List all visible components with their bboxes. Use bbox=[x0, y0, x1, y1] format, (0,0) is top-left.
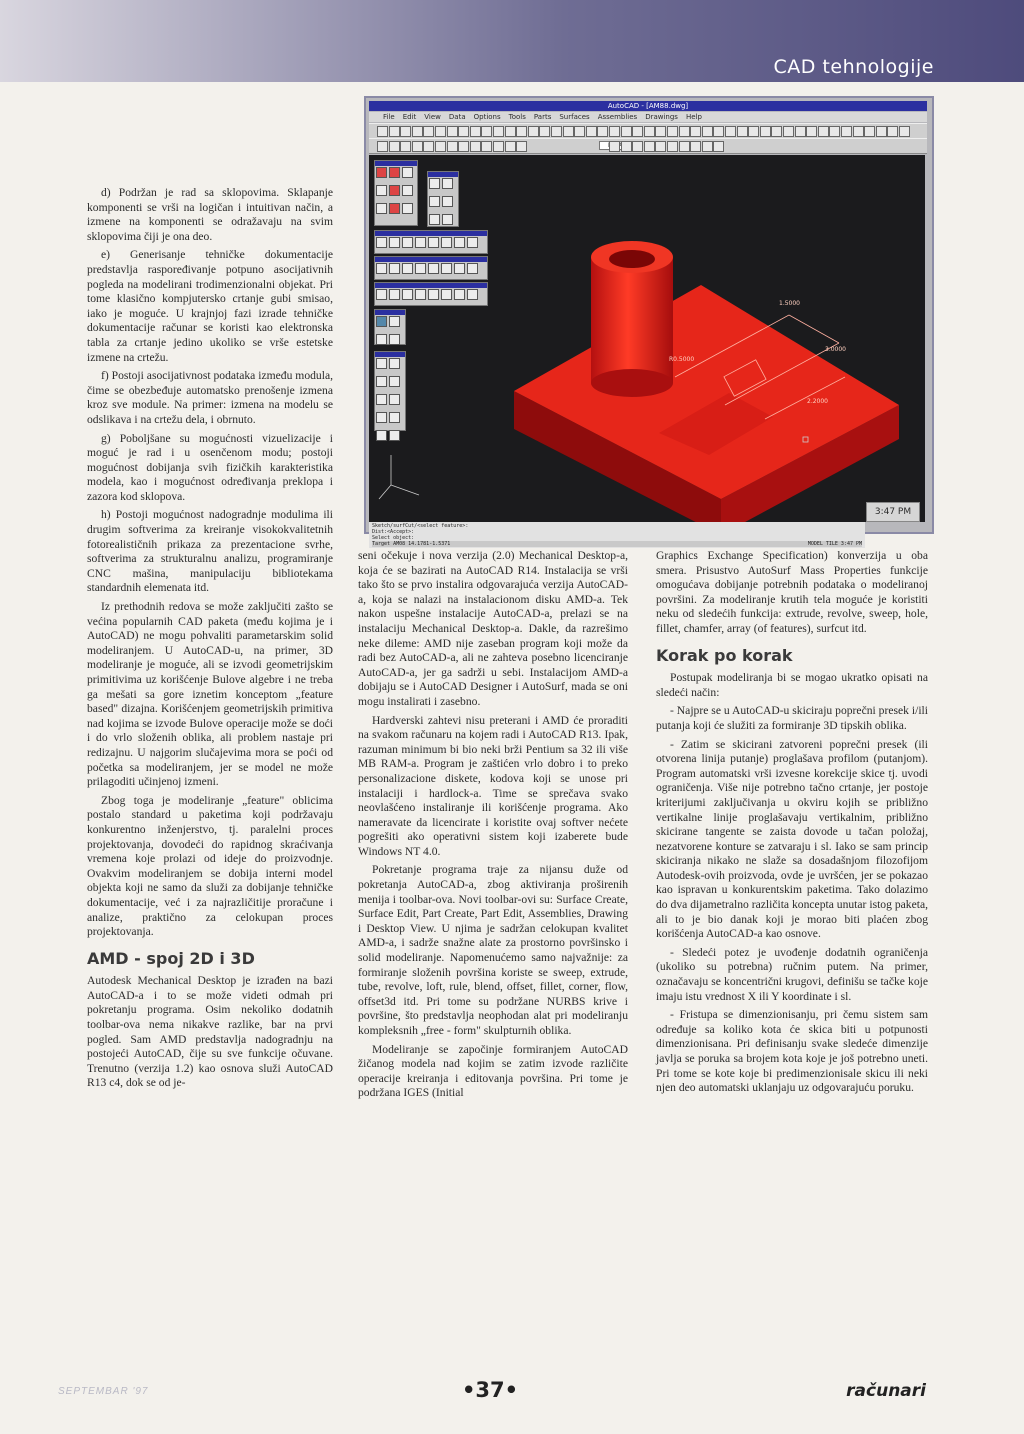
palette-button[interactable] bbox=[429, 196, 440, 207]
palette-button[interactable] bbox=[376, 203, 387, 214]
drawing-viewport[interactable] bbox=[369, 155, 925, 522]
toolbar-button[interactable] bbox=[470, 126, 481, 137]
palette-button[interactable] bbox=[376, 185, 387, 196]
toolbar-button[interactable] bbox=[458, 141, 469, 152]
palette-button[interactable] bbox=[376, 412, 387, 423]
dim-label: 2.2000 bbox=[807, 398, 828, 405]
toolbar-button[interactable] bbox=[899, 126, 910, 137]
toolbar-button[interactable] bbox=[644, 141, 655, 152]
paragraph: h) Postoji mogućnost nadogradnje modulima ili drugim softverima za kreiranje visokokvalitetnih fotorealističnih prikaza za prezentacione svrhe, softverima za strukturalnu analizu, programiranje CNC mašina, manipulaciju bibliotekama standardnih elemenata itd. bbox=[87, 508, 333, 595]
toolbar-button[interactable] bbox=[493, 141, 504, 152]
toolbar-button[interactable] bbox=[563, 126, 574, 137]
toolbar-button[interactable] bbox=[702, 141, 713, 152]
paragraph: f) Postoji asocijativnost podataka između modula, čime se obezbeđuje automatsko prenošenje izmena kroz sve module. Na primer: izmena na modelu se odslikava i na crtežu dela, i obrnuto. bbox=[87, 369, 333, 426]
palette-button[interactable] bbox=[441, 237, 452, 248]
toolbar-button[interactable] bbox=[435, 141, 446, 152]
paragraph: Modeliranje se započinje formiranjem AutoCAD žičanog modela nad kojim se zatim izvode različite operacije kreiranja i editovanja površina. Pri tome je podržana IGES (Initial bbox=[358, 1042, 628, 1100]
paragraph: Pokretanje programa traje za nijansu duže od pokretanja AutoCAD-a, zbog aktiviranja proširenih menija i toolbar-ova. Novi toolbar-ovi su: Surface Create, Surface Edit, Part Create, Part Edit, Assemblies, Drawing i Desktop View. U njima je sadržan celokupan kvalitet AMD-a, i sadrže snažne alate za prostorno površinsko i solid modeliranje. Napomenućemo samo najvažnije: za formiranje složenih površina koriste se sweep, extrude, tube, revolve, loft, rule, blend, offset, fillet, corner, flow, offset3d itd. Pri tome su podržane NURBS krive i površine, što predstavlja neophodan alat pri modeliranju kompleksnih „free - form" skulpturnih oblika. bbox=[358, 863, 628, 1037]
paragraph: seni očekuje i nova verzija (2.0) Mechanical Desktop-a, koja će se bazirati na AutoCAD R14. Instalacija se vrši tako što se prvo instalira odgovarajuća verzija AutoCAD-a, koja se nalazi na instalacionom disku AMD-a. Tek nakon uspešne instalacije AutoCAD-a, prelazi se na instalaciju Mechanical Desktop-a. Dakle, da razrešimo neke dileme: AMD nije zaseban program koji može da radi bez AutoCAD-a, ali ne zahteva posebno licenciranje AutoCAD-a, jer ga sadrži u sebi. Instalacijom AMD-a dobijaju se i AutoCAD Designer i AutoSurf, mada se oni mogu instalirati i zasebno. bbox=[358, 549, 628, 708]
part-create-palette bbox=[374, 282, 488, 306]
article-column-2 bbox=[358, 549, 628, 1105]
toolbar-button[interactable] bbox=[505, 141, 516, 152]
paragraph: - Najpre se u AutoCAD-u skiciraju poprečni presek i/ili putanja koji će služiti za formiranje 3D tipskih oblika. bbox=[656, 704, 928, 732]
paragraph: g) Poboljšane su mogućnosti vizuelizacije i moguć je rad i u osenčenom modu; postoji mogućnost dobijanja svih fizičkih karakteristika modela, kao i mogućnost određivanja preklopa i zazora kod sklopova. bbox=[87, 431, 333, 503]
cylinder-hole bbox=[609, 250, 655, 268]
taskbar-clock: 3:47 PM bbox=[866, 502, 920, 522]
menu-help[interactable]: Help bbox=[685, 113, 702, 121]
palette-button[interactable] bbox=[389, 263, 400, 274]
toolbar-button[interactable] bbox=[713, 141, 724, 152]
toolbar-button[interactable] bbox=[737, 126, 748, 137]
toolbar-button[interactable] bbox=[783, 126, 794, 137]
toolbar-button[interactable] bbox=[679, 126, 690, 137]
menu-edit[interactable]: Edit bbox=[402, 113, 417, 121]
toolbar-button[interactable] bbox=[632, 126, 643, 137]
paragraph: Iz prethodnih redova se može zaključiti zašto se većina popularnih CAD paketa (među kojima je i AutoCAD) ne mogu pohvaliti parametarskim solid modeliranjem. U AutoCAD-u, na primer, 3D modeliranje je moguće, ali se izvodi geometrijskim primitivima uz korišćenje Bulove algebre i ne treba ga mešati sa gore iznetim konceptom „feature based" dizajna. Korišćenjem geometrijskih primitiva nad kojima se izvode Bulove operacije može se doći i do vrlo složenih oblika, ali problem nastaje pri redizajnu. U najgorim slučajevima mora se poći od početka sa modeliranjem, jer se model ne može prilagoditi učinjenoj izmeni. bbox=[87, 600, 333, 789]
menu-options[interactable]: Options bbox=[473, 113, 501, 121]
palette-button[interactable] bbox=[376, 316, 387, 327]
toolbar-button[interactable] bbox=[829, 126, 840, 137]
paragraph: Graphics Exchange Specification) konverzija u oba smera. Prisustvo AutoSurf Mass Properties funkcije omogućava dobijanje potrebnih podataka o modeliranoj površini. Za modeliranje krutih tela moguće je koristiti neku od sledećih funkcija: extrude, revolve, sweep, hole, fillet, chamfer, array (of features), surfcut itd. bbox=[656, 549, 928, 635]
palette-button[interactable] bbox=[389, 289, 400, 300]
object-properties-toolbar bbox=[369, 138, 927, 154]
palette-button[interactable] bbox=[389, 185, 400, 196]
toolbar-button[interactable] bbox=[481, 141, 492, 152]
palette-button[interactable] bbox=[467, 263, 478, 274]
palette-button[interactable] bbox=[376, 167, 387, 178]
section-heading: Korak po korak bbox=[656, 645, 793, 665]
toolbar-button[interactable] bbox=[516, 126, 527, 137]
palette-button[interactable] bbox=[389, 237, 400, 248]
issue-date: SEPTEMBAR '97 bbox=[58, 1386, 149, 1397]
toolbar-button[interactable] bbox=[887, 126, 898, 137]
palette-button[interactable] bbox=[376, 430, 387, 441]
palette-button[interactable] bbox=[441, 263, 452, 274]
toolbar-button[interactable] bbox=[632, 141, 643, 152]
palette-button[interactable] bbox=[376, 358, 387, 369]
toolbar-button[interactable] bbox=[655, 126, 666, 137]
palette-button[interactable] bbox=[389, 167, 400, 178]
palette-button[interactable] bbox=[467, 237, 478, 248]
palette-button[interactable] bbox=[402, 203, 413, 214]
toolbar-button[interactable] bbox=[795, 126, 806, 137]
toolbar-button[interactable] bbox=[400, 126, 411, 137]
palette-button[interactable] bbox=[389, 358, 400, 369]
toolbar-button[interactable] bbox=[447, 126, 458, 137]
surface-edit-palette bbox=[374, 256, 488, 280]
palette-button[interactable] bbox=[428, 289, 439, 300]
palette-button[interactable] bbox=[442, 196, 453, 207]
command-line-text: Select object: bbox=[372, 535, 415, 541]
palette-button[interactable] bbox=[415, 263, 426, 274]
paragraph: d) Podržan je rad sa sklopovima. Sklapanje komponenti se vrši na logičan i intuitivan način, a izmene na komponenti se odražavaju na svim sklopovima čiji je ona deo. bbox=[87, 186, 333, 243]
section-title: CAD tehnologije bbox=[773, 56, 934, 78]
palette-button[interactable] bbox=[454, 263, 465, 274]
paragraph: - Fristupa se dimenzionisanju, pri čemu sistem sam određuje sa koliko kota će skica biti u potpunosti dimenzionisana. Pri definisanju svake sledeće dimenzije javlja se poruka sa brojem kota koje je još potrebno uneti. Pri tome se kote koje bi predimenzionisale skicu ili neki njen deo automatski uklanjaju uz odgovarajuću poruku. bbox=[656, 1008, 928, 1095]
status-coordinates: Target AM08 14.1781-1.5371 bbox=[372, 541, 451, 547]
article-column-3 bbox=[656, 549, 928, 1100]
toolbar-button[interactable] bbox=[574, 126, 585, 137]
toolbar-button[interactable] bbox=[609, 126, 620, 137]
command-line-text: Sketch/surfCut/<select feature>: bbox=[372, 523, 469, 529]
toolbar-button[interactable] bbox=[679, 141, 690, 152]
toolbar-button[interactable] bbox=[493, 126, 504, 137]
toolbar-button[interactable] bbox=[389, 126, 400, 137]
paragraph: - Sledeći potez je uvođenje dodatnih ograničenja (ukoliko su potrebna) ručnim putem. Na primer, označavaju se koncentrični krugovi, definišu se tačke koje imaju istu vrednost X ili Y koordinate i sl. bbox=[656, 945, 928, 1003]
paragraph: - Zatim se skicirani zatvoreni poprečni presek (ili otvorena linija putanje) proglašava profilom (putanjom). Program automatski vrši izvesne korekcije skice tj. uvodi ograničenja. Više nije potrebno tačno crtanje, jer postoje kriterijumi zaključivanja u okviru kojih se približno vertikalne linije proglašavaju vertikalnim, približno skicirane tangente se zaista dovode u tačan položaj, nezatvorene konture se zatvaraju i sl. Iako se sam princip skiciranja nikako ne slaže sa dosadašnjom filozofijom Autodesk-ovih proizvoda, ovde je uvršćen, jer se pokazao kao ispravan u konkurentskim paketima. Tako dolazimo do dva dijametralno različita koncepta unutar istog paketa, ali to je bio danak koji je morao biti plaćen zbog korišćenja AutoCAD-a kao osnove. bbox=[656, 737, 928, 941]
command-line-text: Dist:<Accept>: bbox=[372, 529, 415, 535]
palette-button[interactable] bbox=[389, 203, 400, 214]
toolbar-button[interactable] bbox=[876, 126, 887, 137]
palette-button[interactable] bbox=[467, 289, 478, 300]
palette-button[interactable] bbox=[428, 237, 439, 248]
toolbar-button[interactable] bbox=[528, 126, 539, 137]
toolbar-button[interactable] bbox=[470, 141, 481, 152]
menu-surfaces[interactable]: Surfaces bbox=[559, 113, 590, 121]
toolbar-button[interactable] bbox=[609, 141, 620, 152]
palette-button[interactable] bbox=[441, 289, 452, 300]
toolbar-button[interactable] bbox=[760, 126, 771, 137]
toolbar-button[interactable] bbox=[597, 126, 608, 137]
toolbar-button[interactable] bbox=[690, 141, 701, 152]
toolbar-button[interactable] bbox=[864, 126, 875, 137]
drawing-palette bbox=[374, 351, 406, 431]
dim-label: R0.5000 bbox=[669, 356, 695, 363]
toolbar-button[interactable] bbox=[853, 126, 864, 137]
palette-button[interactable] bbox=[389, 334, 400, 345]
menu-drawings[interactable]: Drawings bbox=[645, 113, 678, 121]
palette-button[interactable] bbox=[376, 237, 387, 248]
toolbar-button[interactable] bbox=[389, 141, 400, 152]
paragraph: e) Generisanje tehničke dokumentacije predstavlja raspoređivanje potpuno asocijativnih pogleda na modeliranі trodimenzionalni objekat. Pri tome klasično kompjutersko crtanje gubi smisao, iako je moguće. U krajnjoj fazi izrade tehničke dokumentacije računar se koristi kao elektronska tabla za crtanje jedino ukoliko se vrše estetske izmene na crtežu. bbox=[87, 248, 333, 364]
toolbar-button[interactable] bbox=[458, 126, 469, 137]
toolbar-button[interactable] bbox=[621, 126, 632, 137]
magazine-name: računari bbox=[846, 1381, 926, 1401]
toolbar-button[interactable] bbox=[818, 126, 829, 137]
palette-button[interactable] bbox=[376, 394, 387, 405]
toolbar-button[interactable] bbox=[586, 126, 597, 137]
palette-button[interactable] bbox=[454, 289, 465, 300]
toolbar-button[interactable] bbox=[400, 141, 411, 152]
standard-toolbar bbox=[369, 123, 927, 139]
article-column-1 bbox=[87, 186, 333, 1095]
page-number: •37• bbox=[462, 1378, 519, 1402]
palette-button[interactable] bbox=[402, 167, 413, 178]
menu-bar bbox=[369, 112, 927, 122]
toolbar-button[interactable] bbox=[748, 126, 759, 137]
toolbar-button[interactable] bbox=[412, 141, 423, 152]
dim-label: 1.5000 bbox=[779, 300, 800, 307]
palette-button[interactable] bbox=[402, 185, 413, 196]
menu-data[interactable]: Data bbox=[448, 113, 466, 121]
toolbar-button[interactable] bbox=[423, 126, 434, 137]
toolbar-button[interactable] bbox=[447, 141, 458, 152]
toolbar-button[interactable] bbox=[713, 126, 724, 137]
palette-button[interactable] bbox=[402, 289, 413, 300]
command-line[interactable] bbox=[369, 522, 865, 548]
toolbar-button[interactable] bbox=[423, 141, 434, 152]
palette-button[interactable] bbox=[429, 214, 440, 225]
dim-label: 3.0000 bbox=[825, 346, 846, 353]
window-title: AutoCAD - [AM88.dwg] bbox=[369, 101, 927, 111]
palette-button[interactable] bbox=[428, 263, 439, 274]
toolbar-button[interactable] bbox=[551, 126, 562, 137]
palette-button[interactable] bbox=[402, 263, 413, 274]
paragraph: Postupak modeliranja bi se mogao ukratko opisati na sledeći način: bbox=[656, 671, 928, 699]
ucs-icon bbox=[379, 455, 419, 499]
paragraph: Hardverski zahtevi nisu preterani i AMD će proraditi na svakom računaru na kojem radi i AutoCAD R13. Ipak, razuman minimum bi bio neki brži Pentium sa 32 ili više MB RAM-a. Program je zaštićen vrlo dobro i to preko personalizacione diskete, kodova koji se unose pri instalaciji i hardlock-a. Time se sprečava svako neovlašćeno instaliranje ili korišćenje programa. Ako nameravate da licencirate i koristite ovaj softver nećete pogrešiti ako operativni sistem koji izaberete bude Windows NT 4.0. bbox=[358, 713, 628, 858]
paragraph: Autodesk Mechanical Desktop je izrađen na bazi AutoCAD-a i to se može videti odmah pri pokretanju programa. Osim nekoliko dodatnih toolbar-ova nema nikakve razlike, bar na prvi pogled. Sam AMD predstavlja nadogradnju na postojeći AutoCAD, čije su sve funkcije očuvane. Trenutno (verzija 1.2) kao osnova služi AutoCAD R13 c4, dok se od je- bbox=[87, 974, 333, 1090]
toolbar-button[interactable] bbox=[655, 141, 666, 152]
paragraph: Zbog toga je modeliranje „feature" oblicima postalo standard u paketima koji podržavaju konkurentno inženjerstvo, tj. paralelni proces projektovanja, dovodeći do rapidnog skraćivanja vremena koje prolazi od ideje do proizvodnje. Ovakvim modeliranjem se dobija interni model objekta koji ne samo da služi za dobijanje tehničke dokumentacije, već i za najrazličitije proračune i analize, praktično za celokupan proces projektovanja. bbox=[87, 793, 333, 939]
toolbar-button[interactable] bbox=[539, 126, 550, 137]
palette-button[interactable] bbox=[389, 412, 400, 423]
toolbar-button[interactable] bbox=[621, 141, 632, 152]
toolbar-button[interactable] bbox=[667, 126, 678, 137]
autocad-screenshot bbox=[364, 96, 934, 547]
menu-assemblies[interactable]: Assemblies bbox=[597, 113, 638, 121]
toolbar-button[interactable] bbox=[702, 126, 713, 137]
palette-button[interactable] bbox=[415, 289, 426, 300]
part-edit-palette bbox=[374, 309, 406, 345]
assemblies-palette bbox=[427, 171, 459, 227]
palette-button[interactable] bbox=[389, 394, 400, 405]
toolbar-button[interactable] bbox=[435, 126, 446, 137]
palette-button[interactable] bbox=[376, 289, 387, 300]
header-banner bbox=[0, 0, 1024, 82]
menu-file[interactable]: File bbox=[383, 113, 395, 121]
toolbar-button[interactable] bbox=[377, 126, 388, 137]
toolbar-button[interactable] bbox=[667, 141, 678, 152]
palette-button[interactable] bbox=[376, 263, 387, 274]
menu-view[interactable]: View bbox=[424, 113, 441, 121]
toolbar-button[interactable] bbox=[516, 141, 527, 152]
toolbar-button[interactable] bbox=[690, 126, 701, 137]
palette-button[interactable] bbox=[442, 214, 453, 225]
palette-button[interactable] bbox=[429, 178, 440, 189]
toolbar-button[interactable] bbox=[377, 141, 388, 152]
toolbar-button[interactable] bbox=[806, 126, 817, 137]
palette-button[interactable] bbox=[442, 178, 453, 189]
menu-tools[interactable]: Tools bbox=[508, 113, 526, 121]
palette-button[interactable] bbox=[454, 237, 465, 248]
palette-button[interactable] bbox=[389, 376, 400, 387]
toolbar-button[interactable] bbox=[644, 126, 655, 137]
toolbar-button[interactable] bbox=[481, 126, 492, 137]
menu-parts[interactable]: Parts bbox=[533, 113, 552, 121]
section-heading: AMD - spoj 2D i 3D bbox=[87, 948, 255, 968]
palette-button[interactable] bbox=[415, 237, 426, 248]
toolbar-button[interactable] bbox=[725, 126, 736, 137]
toolbar-button[interactable] bbox=[841, 126, 852, 137]
palette-button[interactable] bbox=[402, 237, 413, 248]
palette-button[interactable] bbox=[376, 376, 387, 387]
palette-button[interactable] bbox=[376, 334, 387, 345]
surface-create-palette bbox=[374, 230, 488, 254]
toolbar-button[interactable] bbox=[505, 126, 516, 137]
status-model: MODEL TILE 3:47 PM bbox=[807, 541, 862, 547]
toolbar-button[interactable] bbox=[412, 126, 423, 137]
desktop-view-palette bbox=[374, 160, 418, 226]
palette-button[interactable] bbox=[389, 430, 400, 441]
palette-button[interactable] bbox=[389, 316, 400, 327]
cylinder-body bbox=[591, 257, 673, 383]
toolbar-button[interactable] bbox=[771, 126, 782, 137]
